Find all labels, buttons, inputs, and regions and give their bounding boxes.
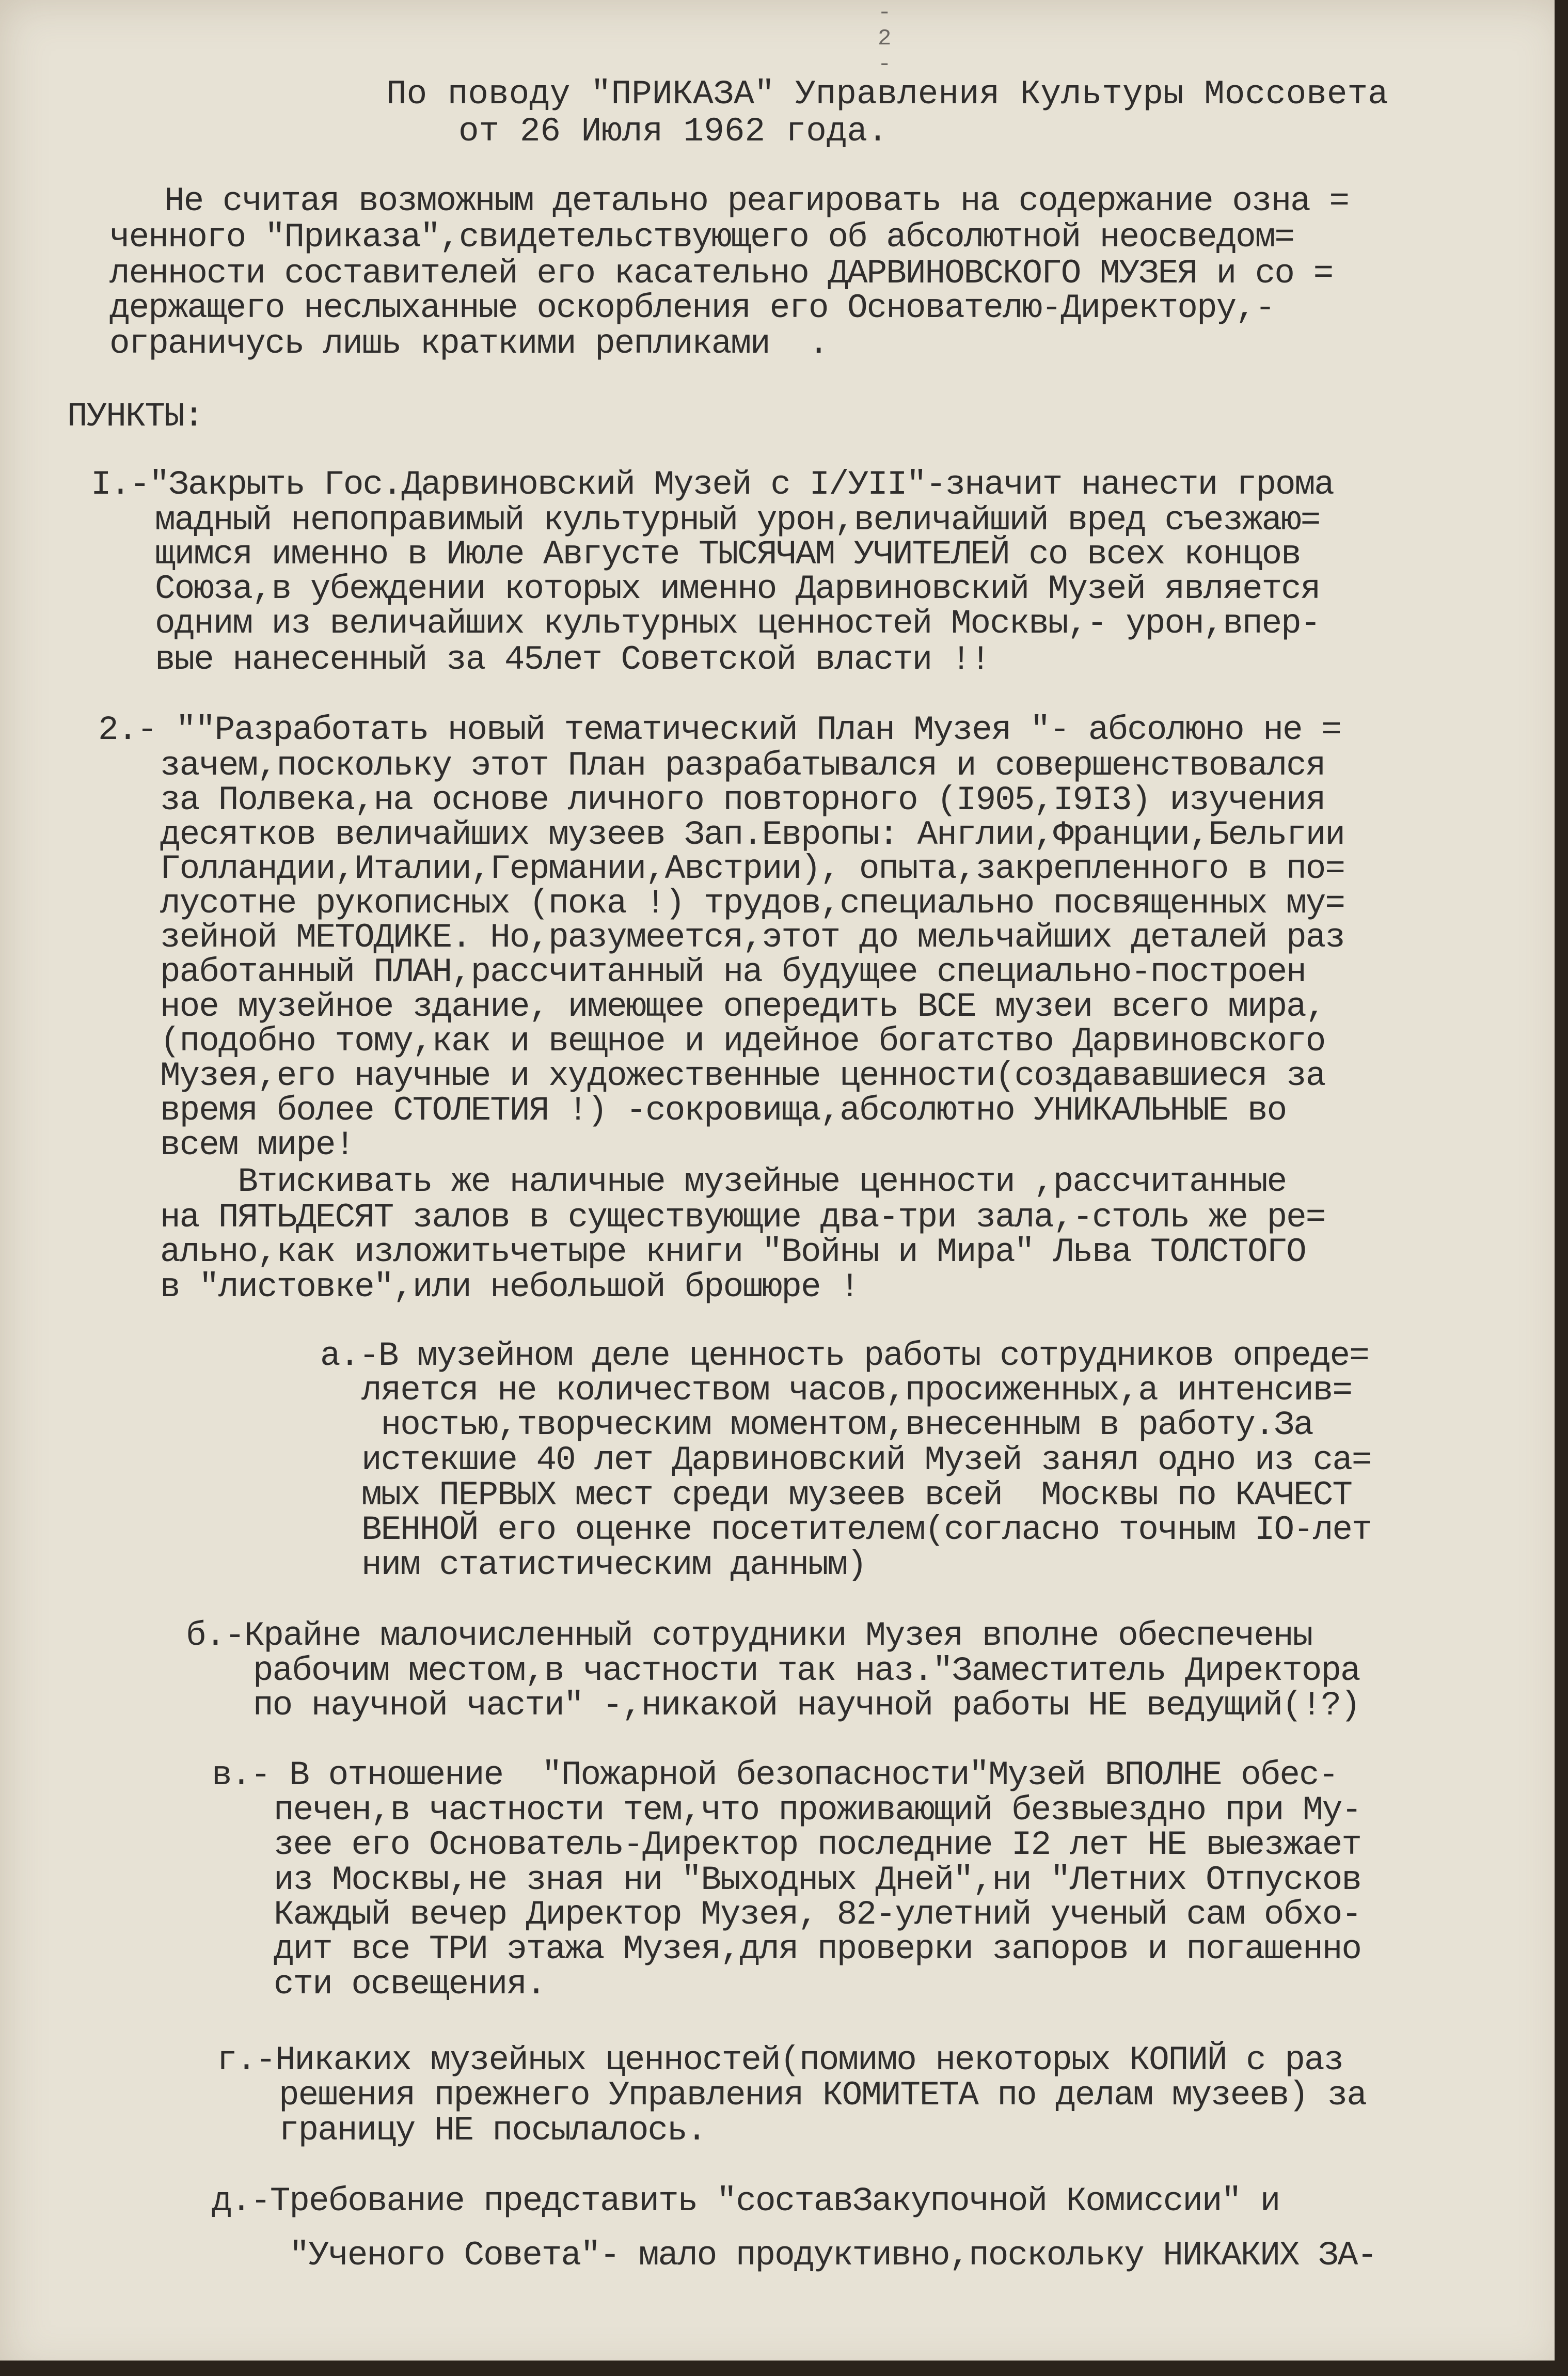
page-number-mark: - 2 - xyxy=(878,0,892,77)
point-b-line-3: по научной части" -,никакой научной работы НЕ ведущий(!?) xyxy=(253,1686,1360,1725)
point-2-line-17: в "листовке",или небольшой брошюре ! xyxy=(160,1268,859,1307)
point-a-line-2: ляется не количеством часов,просиженных,а интенсив= xyxy=(361,1371,1352,1410)
intro-line-1: Не считая возможным детально реагировать на содержание озна = xyxy=(164,182,1349,221)
point-v-line-7: сти освещения. xyxy=(274,1965,546,2004)
point-b-line-2: рабочим местом,в частности так наз."Заместитель Директора xyxy=(253,1651,1360,1690)
point-v-line-3: зее его Основатель-Директор последние I2 лет НЕ выезжает xyxy=(274,1826,1361,1864)
point-2-line-4: десятков величайших музеев Зап.Европы: Англии,Франции,Бельгии xyxy=(160,815,1344,854)
title-line-2: от 26 Июля 1962 года. xyxy=(458,112,888,151)
point-d-line-1: д.-Требование представить "составЗакупочной Комиссии" и xyxy=(212,2182,1280,2221)
point-d-line-2: "Ученого Совета"- мало продуктивно,поскольку НИКАКИХ ЗА- xyxy=(289,2236,1376,2275)
point-1-line-4: Союза,в убеждении которых именно Дарвиновский Музей является xyxy=(155,570,1320,608)
point-2-line-13: всем мире! xyxy=(160,1126,355,1165)
point-v-line-2: печен,в частности тем,что проживающий безвыездно при Му- xyxy=(274,1791,1361,1830)
point-2-line-12: время более СТОЛЕТИЯ !) -сокровища,абсолютно УНИКАЛЬНЫЕ во xyxy=(160,1091,1287,1130)
point-2-line-15: на ПЯТЬДЕСЯТ залов в существующие два-три зала,-столь же ре= xyxy=(160,1198,1325,1237)
point-2-line-10: (подобно тому,как и вещное и идейное богатство Дарвиновского xyxy=(160,1022,1325,1061)
point-2-line-6: лусотне рукописных (пока !) трудов,специально посвященных му= xyxy=(160,884,1344,923)
point-a-line-6: ВЕННОЙ его оценке посетителем(согласно точным IO-лет xyxy=(361,1510,1371,1549)
point-1-line-2: мадный непоправимый культурный урон,величайший вред съезжаю= xyxy=(155,501,1320,540)
point-v-line-4: из Москвы,не зная ни "Выходных Дней",ни "Летних Отпусков xyxy=(274,1861,1361,1899)
point-2-line-14: Втискивать же наличные музейные ценности ,рассчитанные xyxy=(160,1162,1287,1201)
point-2-line-7: зейной МЕТОДИКЕ. Но,разумеется,этот до мельчайших деталей раз xyxy=(160,918,1344,957)
point-2-line-11: Музея,его научные и художественные ценности(создававшиеся за xyxy=(160,1057,1325,1095)
point-v-line-6: дит все ТРИ этажа Музея,для проверки запоров и погашенно xyxy=(274,1930,1361,1969)
point-g-line-1: г.-Никаких музейных ценностей(помимо некоторых КОПИЙ с раз xyxy=(217,2041,1343,2080)
intro-line-5: ограничусь лишь краткими репликами . xyxy=(109,324,828,363)
point-g-line-2: решения прежнего Управления КОМИТЕТА по делам музеев) за xyxy=(279,2076,1366,2115)
point-2-line-9: ное музейное здание, имеющее опередить ВСЕ музеи всего мира, xyxy=(160,987,1325,1026)
point-a-line-5: мых ПЕРВЫХ мест среди музеев всей Москвы по КАЧЕСТ xyxy=(361,1476,1352,1515)
point-2-line-2: зачем,поскольку этот План разрабатывался и совершенствовался xyxy=(160,746,1325,785)
point-1-line-3: щимся именно в Июле Августе ТЫСЯЧАМ УЧИТЕЛЕЙ со всех концов xyxy=(155,535,1301,574)
title-line-1: По поводу "ПРИКАЗА" Управления Культуры Моссовета xyxy=(386,75,1388,114)
point-a-line-7: ним статистическим данным) xyxy=(361,1546,866,1584)
point-a-line-1: а.-В музейном деле ценность работы сотрудников опреде= xyxy=(320,1336,1369,1375)
point-v-line-1: в.- В отношение "Пожарной безопасности"Музей ВПОЛНЕ обес- xyxy=(212,1756,1338,1795)
point-a-line-3: ностью,творческим моментом,внесенным в работу.За xyxy=(361,1406,1313,1444)
intro-line-3: ленности составителей его касательно ДАРВИНОВСКОГО МУЗЕЯ и со = xyxy=(109,254,1333,293)
point-1-line-5: одним из величайших культурных ценностей Москвы,- урон,впер- xyxy=(155,604,1320,643)
point-1-line-6: вые нанесенный за 45лет Советской власти !! xyxy=(155,640,990,679)
point-2-line-8: работанный ПЛАН,рассчитанный на будущее специально-построен xyxy=(160,953,1306,992)
point-b-line-1: б.-Крайне малочисленный сотрудники Музея вполне обеспечены xyxy=(186,1616,1312,1655)
intro-line-4: держащего неслыханные оскорбления его Основателю-Директору,- xyxy=(109,289,1275,327)
point-2-line-16: ально,как изложитьчетыре книги "Войны и Мира" Льва ТОЛСТОГО xyxy=(160,1233,1306,1271)
point-2-line-5: Голландии,Италии,Германии,Австрии), опыта,закрепленного в по= xyxy=(160,849,1344,888)
point-a-line-4: истекшие 40 лет Дарвиновский Музей занял одно из са= xyxy=(361,1441,1371,1480)
point-g-line-3: границу НЕ посылалось. xyxy=(279,2111,706,2150)
point-2-line-3: за Полвека,на основе личного повторного (I905,I9I3) изучения xyxy=(160,781,1325,820)
point-v-line-5: Каждый вечер Директор Музея, 82-улетний ученый сам обхо- xyxy=(274,1895,1361,1934)
point-1-line-1: I.-"Закрыть Гос.Дарвиновский Музей с I/УII"-значит нанести грома xyxy=(91,465,1334,504)
page-bottom-shadow xyxy=(0,2361,1568,2376)
intro-line-2: ченного "Приказа",свидетельствующего об абсолютной неосведом= xyxy=(109,218,1294,257)
point-2-line-1: 2.- ""Разработать новый тематический План Музея "- абсолюно не = xyxy=(98,711,1341,749)
points-heading: ПУНКТЫ: xyxy=(67,397,203,436)
page-edge-shadow xyxy=(1555,0,1568,2376)
